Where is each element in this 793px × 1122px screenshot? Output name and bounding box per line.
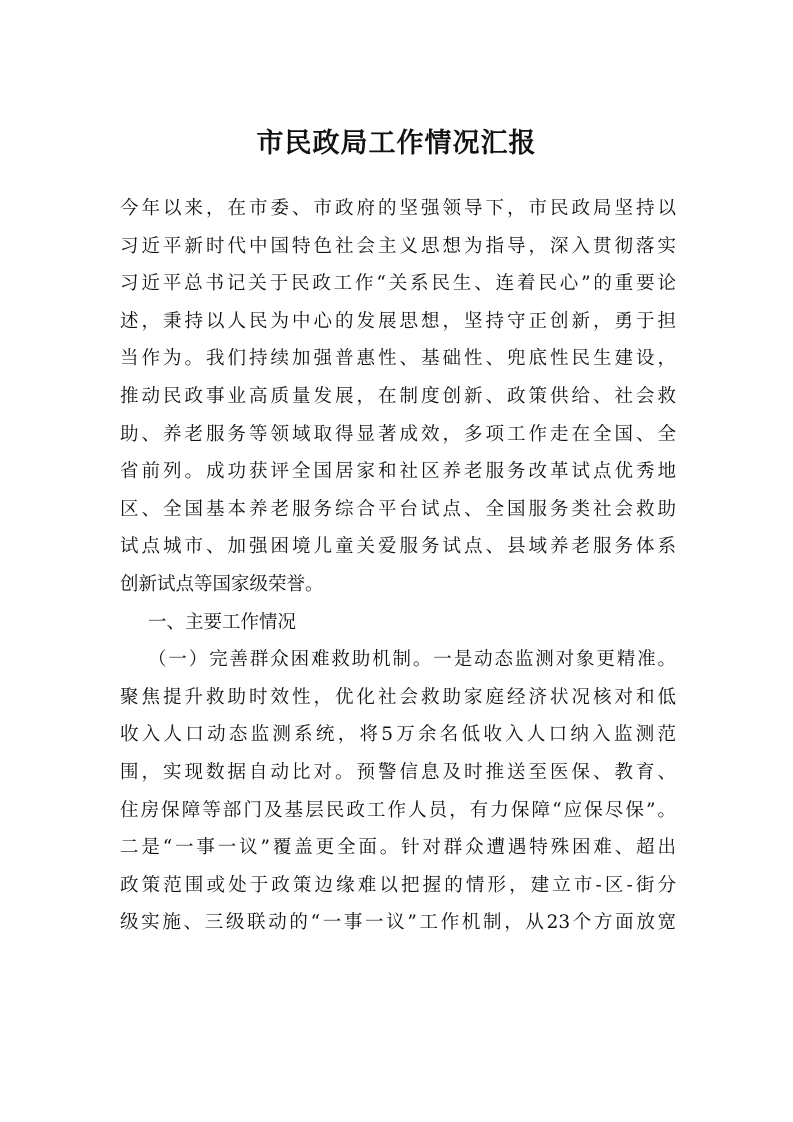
paragraph-line: 创新试点等国家级荣誉。 [120,573,324,595]
paragraph-line: 述，秉持以人民为中心的发展思想，坚持守正创新，勇于担 [120,310,676,332]
paragraph-line: 今年以来，在市委、市政府的坚强领导下，市民政局坚持以 [120,198,676,219]
document-title: 市民政局工作情况汇报 [256,128,537,159]
paragraph-line: 推动民政事业高质量发展，在制度创新、政策供给、社会救 [120,385,676,407]
paragraph-line: 当作为。我们持续加强普惠性、基础性、兜底性民生建设， [120,348,676,370]
paragraph-line: 围，实现数据自动比对。预警信息及时推送至医保、教育、 [120,761,676,783]
paragraph-line: 政策范围或处于政策边缘难以把握的情形，建立市-区-街分 [120,874,676,896]
paragraph-line: 二是“一事一议”覆盖更全面。针对群众遭遇特殊困难、超出 [120,837,676,859]
paragraph-line: 助、养老服务等领域取得显著成效，多项工作走在全国、全 [120,423,676,445]
paragraph-line: 住房保障等部门及基层民政工作人员，有力保障“应保尽保”。 [120,799,676,821]
paragraph-line: 区、全国基本养老服务综合平台试点、全国服务类社会救助 [120,498,676,520]
section-heading: 一、主要工作情况 [148,611,297,633]
paragraph-line: 习近平总书记关于民政工作“关系民生、连着民心”的重要论 [120,273,676,295]
paragraph-line: 收入人口动态监测系统，将5万余名低收入人口纳入监测范 [120,724,676,746]
paragraph-line: 试点城市、加强困境儿童关爱服务试点、县域养老服务体系 [120,536,676,558]
paragraph-line: （一）完善群众困难救助机制。一是动态监测对象更精准。 [148,649,676,671]
paragraph-line: 级实施、三级联动的“一事一议”工作机制，从23个方面放宽 [120,912,676,934]
document-body [120,190,676,942]
paragraph-line: 聚焦提升救助时效性，优化社会救助家庭经济状况核对和低 [120,686,676,708]
paragraph-line: 习近平新时代中国特色社会主义思想为指导，深入贯彻落实 [120,235,676,257]
paragraph-line: 省前列。成功获评全国居家和社区养老服务改革试点优秀地 [120,461,676,483]
